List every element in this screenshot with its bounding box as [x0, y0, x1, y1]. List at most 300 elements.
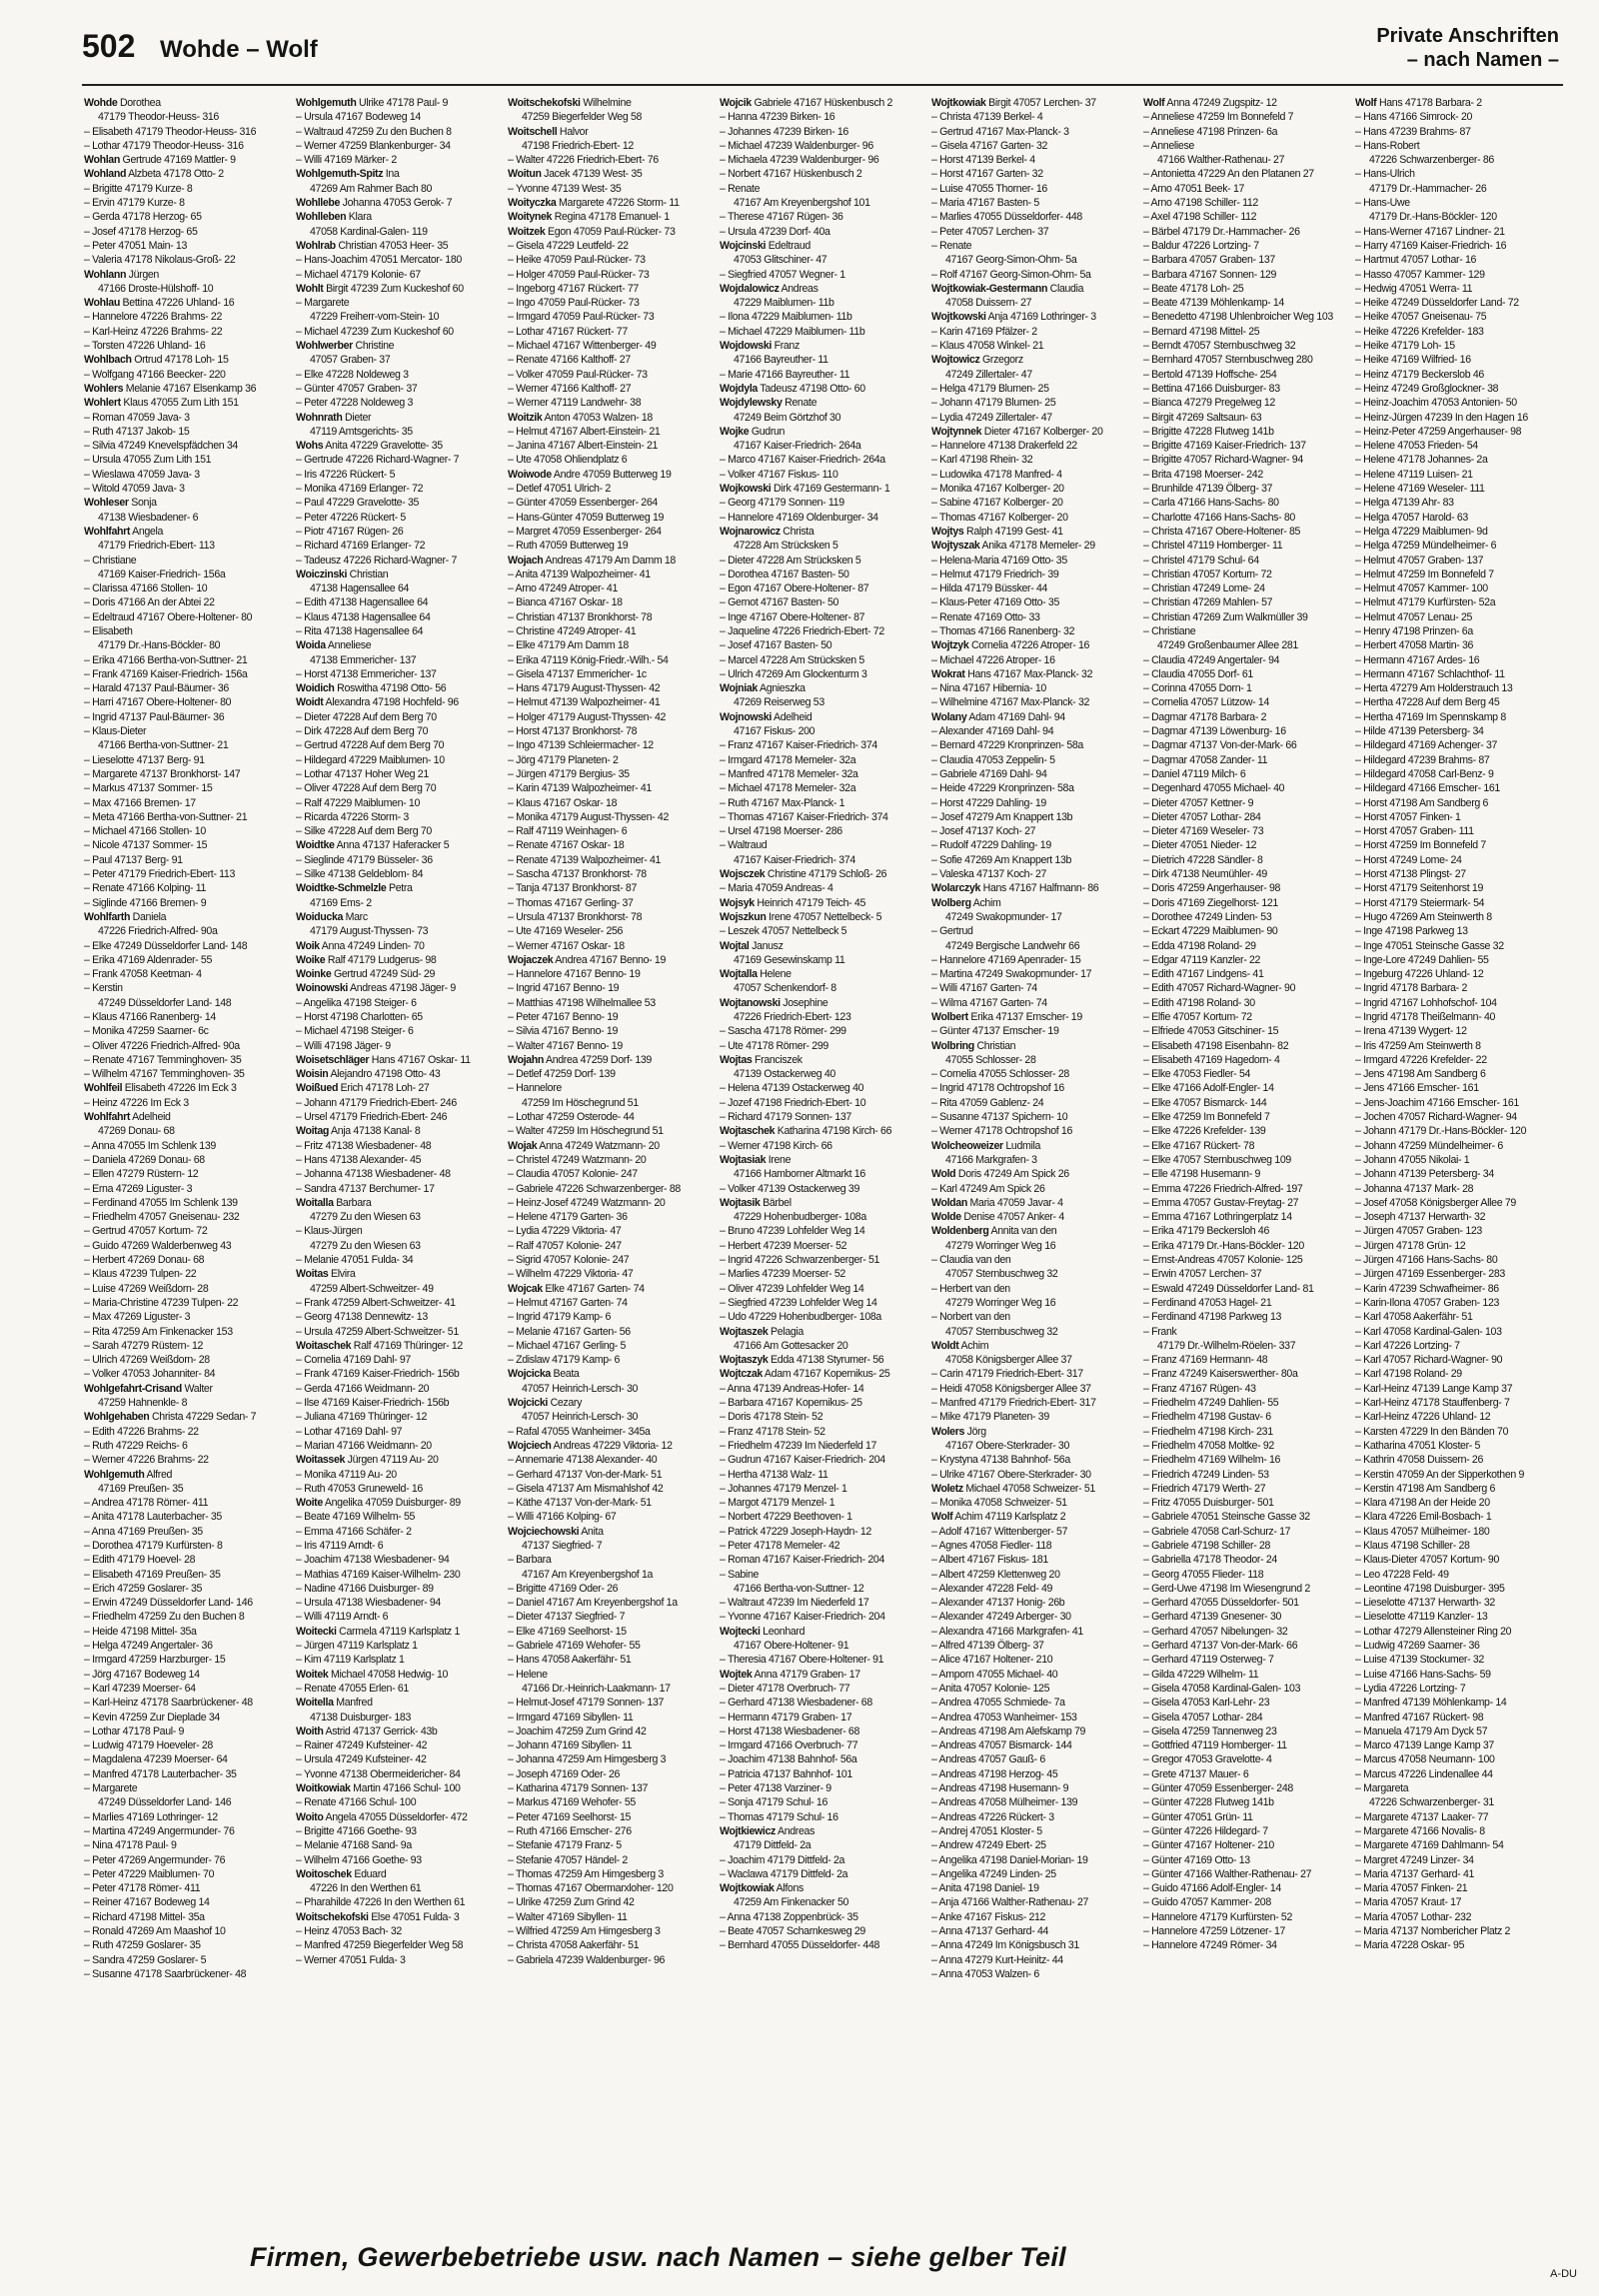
entry-text: – Walter 47259 Im Höschegrund 51: [508, 1125, 664, 1138]
directory-entry: [84, 210, 290, 224]
directory-entry: [720, 396, 925, 410]
directory-entry: [931, 382, 1137, 396]
entry-text: – Ruth 47259 Goslarer- 35: [84, 1939, 201, 1952]
entry-text: – Heike 47226 Krefelder- 183: [1355, 325, 1484, 338]
entry-text: – Cornelia 47169 Dahl- 97: [296, 1354, 411, 1367]
directory-entry: [84, 738, 290, 752]
surname: Woitassek: [296, 1454, 346, 1467]
directory-entry: [508, 1910, 714, 1924]
directory-entry: [931, 638, 1137, 652]
directory-entry: [1143, 1724, 1349, 1738]
entry-text: – Hannelore 47138 Drakerfeld 22: [931, 440, 1077, 453]
directory-entry: [720, 1425, 925, 1439]
directory-entry: [931, 1895, 1137, 1909]
directory-entry: [1355, 1267, 1561, 1281]
entry-text: – Magdalena 47239 Moerser- 64: [84, 1753, 228, 1766]
directory-entry: [1143, 1425, 1349, 1439]
directory-entry: [1355, 967, 1561, 981]
surname: Woitschell: [508, 125, 558, 138]
surname: Wojtynnek: [931, 425, 982, 438]
entry-text: – Manfred 47167 Rückert- 98: [1355, 1711, 1484, 1723]
entry-text: – Werner 47226 Brahms- 22: [84, 1454, 209, 1467]
directory-entry: [931, 525, 1137, 539]
entry-text: – Helmut 47167 Garten- 74: [508, 1296, 628, 1309]
directory-entry: [508, 796, 714, 810]
directory-entry: [296, 1339, 502, 1353]
entry-text: – Alfred 47139 Ölberg- 37: [931, 1640, 1044, 1653]
entry-text: – Heinz-Peter 47259 Angerhauser- 98: [1355, 425, 1522, 438]
entry-text: – Elke 47167 Rückert- 78: [1143, 1139, 1255, 1152]
entry-text: Elisabeth 47226 Im Eck 3: [122, 1082, 237, 1095]
directory-entry: [1143, 1153, 1349, 1167]
directory-entry: [1143, 396, 1349, 410]
directory-entry: [720, 1468, 925, 1482]
directory-entry: [931, 1553, 1137, 1567]
entry-text: Andreas 47198 Jäger- 9: [347, 982, 456, 995]
entry-text: – Werner 47178 Ochtropshof 16: [931, 1125, 1073, 1138]
entry-text: Christian: [347, 568, 389, 580]
entry-text: – Frank 47169 Kaiser-Friedrich- 156a: [84, 667, 248, 680]
entry-text: – Adolf 47167 Wittenberger- 57: [931, 1525, 1068, 1538]
entry-text: 47058 Duissern- 27: [945, 297, 1032, 310]
entry-text: – Heike 47179 Loh- 15: [1355, 340, 1455, 353]
entry-text: – Gisela 47058 Kardinal-Galen- 103: [1143, 1682, 1301, 1695]
directory-entry: [84, 1696, 290, 1710]
directory-entry: [1143, 953, 1349, 967]
entry-text: 47167 Fiskus- 200: [734, 725, 815, 738]
directory-entry: [720, 1353, 925, 1367]
directory-entry: [931, 1682, 1137, 1696]
directory-entry: [84, 1325, 290, 1339]
entry-text: – Monika 47169 Erlanger- 72: [296, 483, 424, 496]
directory-entry: [84, 1895, 290, 1909]
directory-entry: [84, 1353, 290, 1367]
entry-text: 47166 Bayreuther- 11: [734, 354, 828, 367]
directory-entry: [84, 1582, 290, 1596]
directory-entry: [296, 153, 502, 167]
entry-text: – Christa 47058 Aakerfähr- 51: [508, 1939, 640, 1952]
directory-entry: [1143, 239, 1349, 253]
directory-entry: [296, 1325, 502, 1339]
entry-text: Christa: [780, 525, 814, 538]
directory-entry: [296, 824, 502, 838]
entry-text: – Barbara: [508, 1554, 552, 1567]
entry-text: 47166 Markgrafen- 3: [945, 1153, 1037, 1166]
directory-entry: [720, 1895, 925, 1909]
entry-text: – Daniel 47167 Am Kreyenbergshof 1a: [508, 1597, 678, 1610]
directory-entry: [296, 1053, 502, 1067]
entry-text: – Karin 47169 Pfälzer- 2: [931, 325, 1037, 338]
entry-text: 47179 Dr.-Wilhelm-Röelen- 337: [1157, 1339, 1296, 1352]
directory-entry: [296, 554, 502, 568]
directory-entry: [931, 1224, 1137, 1238]
directory-entry: [84, 1453, 290, 1467]
entry-text: – Lothar 47169 Dahl- 97: [296, 1425, 403, 1438]
entry-text: – Heike 47059 Paul-Rücker- 73: [508, 254, 646, 267]
directory-entry: [508, 1668, 714, 1682]
entry-text: – Friedhelm 47058 Moltke- 92: [1143, 1439, 1274, 1452]
entry-text: – Christa 47139 Berkel- 4: [931, 111, 1043, 124]
directory-entry: [931, 453, 1137, 467]
directory-entry: [1143, 268, 1349, 282]
entry-text: Andrea 47259 Dorf- 139: [543, 1053, 652, 1066]
entry-text: – Maria 47057 Kraut- 17: [1355, 1896, 1462, 1909]
entry-text: 47167 Obere-Holtener- 91: [734, 1640, 849, 1653]
entry-text: – Ursula 47138 Wiesbadener- 94: [296, 1597, 441, 1610]
directory-entry: [1355, 738, 1561, 752]
directory-entry: [508, 1639, 714, 1653]
entry-text: Denise 47057 Anker- 4: [960, 1211, 1064, 1224]
directory-entry: [508, 1139, 714, 1153]
surname: Wojtowicz: [931, 354, 980, 367]
entry-text: – Ingrid 47178 Barbara- 2: [1355, 982, 1467, 995]
surname: Woito: [296, 1810, 324, 1823]
directory-entry: [84, 425, 290, 439]
entry-text: – Renate 47169 Otto- 33: [931, 610, 1040, 623]
directory-entry: [508, 368, 714, 382]
directory-entry: [296, 1267, 502, 1281]
directory-entry: [931, 110, 1137, 124]
directory-entry: [84, 1153, 290, 1167]
entry-text: – Andreas 47057 Bismarck- 144: [931, 1739, 1072, 1752]
entry-text: – Lydia 47249 Zillertaler- 47: [931, 411, 1052, 424]
directory-entry: [508, 1339, 714, 1353]
directory-entry: [1143, 1853, 1349, 1867]
entry-text: – Heinz 47179 Beckerslob 46: [1355, 368, 1484, 381]
entry-text: – Sofie 47269 Am Knappert 13b: [931, 853, 1072, 866]
directory-entry: [1355, 667, 1561, 681]
directory-entry: [84, 1182, 290, 1196]
entry-text: – Karin 47139 Walpozheimer- 41: [508, 782, 652, 795]
entry-text: – Anna 47169 Preußen- 35: [84, 1525, 203, 1538]
entry-text: – Lothar 47179 Theodor-Heuss- 316: [84, 139, 244, 152]
entry-text: – Gernot 47167 Basten- 50: [720, 596, 839, 609]
directory-entry: [296, 282, 502, 296]
entry-text: – Hannelore 47259 Lötzener- 17: [1143, 1925, 1286, 1937]
directory-entry: [720, 1781, 925, 1795]
entry-text: – Johann 47259 Mündelheimer- 6: [1355, 1139, 1503, 1152]
directory-entry: [720, 1139, 925, 1153]
entry-text: – Wilma 47167 Garten- 74: [931, 996, 1047, 1009]
entry-text: – Gerhard 47137 Von-der-Mark- 51: [508, 1468, 663, 1481]
directory-entry: [508, 167, 714, 181]
directory-entry: [720, 1795, 925, 1809]
entry-text: Ulrike 47178 Paul- 9: [356, 97, 449, 109]
directory-entry: [720, 796, 925, 810]
entry-text: – Klaus 47057 Mülheimer- 180: [1355, 1525, 1490, 1538]
directory-entry: [1355, 1353, 1561, 1367]
surname: Woldenberg: [931, 1225, 989, 1238]
directory-entry: [720, 996, 925, 1010]
entry-text: 47166 Bertha-von-Suttner- 21: [98, 739, 229, 752]
directory-entry: [508, 1253, 714, 1267]
directory-entry: [508, 539, 714, 553]
entry-text: – Grete 47137 Mauer- 6: [1143, 1767, 1249, 1780]
directory-entry: [931, 253, 1137, 267]
directory-entry: [720, 1367, 925, 1381]
entry-text: – Silke 47138 Geldeblom- 84: [296, 868, 424, 881]
entry-text: – Friedhelm 47249 Dahlien- 55: [1143, 1397, 1279, 1410]
entry-text: – Franz 47167 Rügen- 43: [1143, 1382, 1256, 1395]
directory-entry: [508, 1924, 714, 1938]
entry-text: – Bruno 47239 Lohfelder Weg 14: [720, 1225, 865, 1238]
directory-entry: [1143, 539, 1349, 553]
directory-entry: [508, 1881, 714, 1895]
directory-entry: [508, 1853, 714, 1867]
directory-entry: [508, 210, 714, 224]
directory-entry: [1143, 167, 1349, 181]
directory-entry: [931, 1482, 1137, 1496]
directory-entry: [84, 1439, 290, 1453]
directory-entry: [508, 1510, 714, 1524]
directory-entry: [931, 482, 1137, 496]
surname: Wojsczek: [720, 868, 766, 881]
entry-text: – Irmgard 47169 Sibyllen- 11: [508, 1711, 634, 1723]
directory-entry: [508, 1210, 714, 1224]
directory-entry: [1355, 581, 1561, 595]
directory-entry: [296, 139, 502, 153]
directory-entry: [84, 325, 290, 339]
entry-text: – Günter 47051 Grün- 11: [1143, 1810, 1253, 1823]
directory-entry: [1143, 1795, 1349, 1809]
directory-entry: [84, 1724, 290, 1738]
entry-text: – Angelika 47198 Steiger- 6: [296, 996, 417, 1009]
entry-text: – Angelika 47249 Linden- 25: [931, 1867, 1056, 1880]
entry-text: – Erwin 47057 Lerchen- 37: [1143, 1268, 1262, 1281]
directory-entry: [296, 1439, 502, 1453]
directory-entry: [296, 1867, 502, 1881]
surname: Wojtalla: [720, 968, 758, 981]
entry-text: – Johann 47179 Dr.-Hans-Böckler- 120: [1355, 1125, 1527, 1138]
directory-entry: [720, 554, 925, 568]
directory-entry: [720, 1339, 925, 1353]
entry-text: – Iris 47259 Am Steinwerth 8: [1355, 1039, 1481, 1052]
directory-entry: [931, 1767, 1137, 1781]
directory-entry: [931, 724, 1137, 738]
surname: Wolarczyk: [931, 882, 981, 895]
entry-text: – Andreas 47198 Herzog- 45: [931, 1767, 1058, 1780]
entry-text: – Witold 47059 Java- 3: [84, 483, 185, 496]
surname: Wojciech: [508, 1439, 552, 1452]
surname: Woitschekofski: [508, 97, 581, 109]
directory-entry: [508, 1439, 714, 1453]
directory-entry: [1143, 210, 1349, 224]
entry-text: – Ingrid 47178 Theißelmann- 40: [1355, 1011, 1496, 1023]
entry-text: – Karl 47198 Rhein- 32: [931, 454, 1033, 467]
directory-entry: [84, 468, 290, 482]
directory-entry: [296, 425, 502, 439]
entry-text: – Thomas 47179 Schul- 16: [720, 1810, 838, 1823]
directory-entry: [1355, 1510, 1561, 1524]
directory-entry: [508, 1895, 714, 1909]
surname: Wojsyk: [720, 896, 755, 909]
entry-text: – Lothar 47178 Paul- 9: [84, 1724, 185, 1737]
directory-entry: [296, 1653, 502, 1667]
directory-entry: [931, 1738, 1137, 1752]
directory-column: [931, 96, 1143, 2164]
entry-text: – Ute 47169 Weseler- 256: [508, 925, 624, 938]
directory-entry: [720, 1182, 925, 1196]
entry-text: – Kerstin 47198 Am Sandberg 6: [1355, 1482, 1496, 1495]
entry-text: – Werner 47119 Landwehr- 38: [508, 397, 642, 410]
entry-text: – Werner 47167 Oskar- 18: [508, 939, 625, 952]
entry-text: 47279 Zu den Wiesen 63: [310, 1211, 421, 1224]
entry-text: Petra: [386, 882, 413, 895]
entry-text: – Erich 47259 Goslarer- 35: [84, 1582, 203, 1595]
directory-entry: [1355, 1881, 1561, 1895]
entry-text: – Marcus 47058 Neumann- 100: [1355, 1753, 1495, 1766]
directory-entry: [296, 1067, 502, 1081]
entry-text: – Irmgard 47059 Paul-Rücker- 73: [508, 311, 655, 324]
directory-entry: [1355, 1724, 1561, 1738]
directory-entry: [296, 1010, 502, 1024]
entry-text: – Gerhard 47057 Nibelungen- 32: [1143, 1625, 1288, 1638]
directory-entry: [1143, 796, 1349, 810]
entry-text: – Horst 47138 Plingst- 27: [1355, 868, 1466, 881]
surname: Woith: [296, 1724, 324, 1737]
entry-text: – Joseph 47137 Herwarth- 32: [1355, 1211, 1486, 1224]
entry-text: – Horst 47179 Steiermark- 54: [1355, 896, 1485, 909]
directory-entry: [1143, 1568, 1349, 1582]
directory-entry: [84, 896, 290, 910]
directory-entry: [296, 1353, 502, 1367]
directory-entry: [296, 353, 502, 367]
directory-entry: [508, 695, 714, 709]
entry-text: – Anna 47249 Im Königsbusch 31: [931, 1939, 1079, 1952]
entry-text: – Manfred 47179 Friedrich-Ebert- 317: [931, 1397, 1096, 1410]
directory-entry: [1143, 738, 1349, 752]
directory-entry: [1143, 1668, 1349, 1682]
directory-entry: [296, 695, 502, 709]
directory-entry: [84, 225, 290, 239]
directory-entry: [1355, 796, 1561, 810]
entry-text: – Brigitte 47166 Goethe- 93: [296, 1824, 417, 1837]
surname: Woinowski: [296, 982, 348, 995]
directory-entry: [1143, 753, 1349, 767]
entry-text: – Willi 47167 Garten- 74: [931, 982, 1037, 995]
entry-text: – Gottfried 47119 Homberger- 11: [1143, 1739, 1287, 1752]
surname: Wolf: [1355, 97, 1377, 109]
entry-text: – Iris 47119 Arndt- 6: [296, 1539, 384, 1552]
directory-entry: [84, 125, 290, 139]
directory-entry: [296, 867, 502, 881]
directory-entry: [720, 1239, 925, 1253]
directory-entry: [296, 1953, 502, 1967]
entry-text: 47179 Dr.-Hans-Böckler- 120: [1369, 211, 1497, 224]
surname: Woitecki: [296, 1625, 337, 1638]
entry-text: – Gerhard 47119 Osterweg- 7: [1143, 1654, 1274, 1667]
entry-text: – Johann 47179 Friedrich-Ebert- 246: [296, 1096, 457, 1109]
entry-text: Alejandro 47198 Otto- 43: [328, 1068, 441, 1081]
directory-entry: [84, 253, 290, 267]
surname: Wohlan: [84, 154, 120, 167]
surname: Wojtecki: [720, 1625, 761, 1638]
entry-text: – Jörg 47167 Bodeweg 14: [84, 1668, 200, 1681]
entry-text: – Walter 47167 Benno- 19: [508, 1039, 623, 1052]
directory-entry: [84, 139, 290, 153]
entry-text: Daniela: [130, 910, 167, 923]
directory-entry: [931, 182, 1137, 196]
directory-entry: [931, 710, 1137, 724]
entry-text: – Herbert van den: [931, 1282, 1010, 1295]
entry-text: – Benedetto 47198 Uhlenbroicher Weg 103: [1143, 311, 1333, 324]
entry-text: – Luise 47166 Hans-Sachs- 59: [1355, 1668, 1491, 1681]
surname: Woida: [296, 639, 326, 652]
directory-entry: [720, 1110, 925, 1124]
footer-note: Firmen, Gewerbebetriebe usw. nach Namen – siehe gelber Teil: [250, 2242, 1066, 2272]
directory-entry: [1355, 353, 1561, 367]
directory-entry: [1355, 1895, 1561, 1909]
entry-text: – Helmut-Josef 47179 Sonnen- 137: [508, 1697, 665, 1710]
entry-text: – Oliver 47239 Lohfelder Weg 14: [720, 1282, 864, 1295]
entry-text: – Bärbel 47179 Dr.-Hammacher- 26: [1143, 225, 1300, 238]
entry-text: Andreas: [776, 1824, 815, 1837]
entry-text: Elvira: [328, 1268, 356, 1281]
entry-text: – Herbert 47269 Donau- 68: [84, 1254, 205, 1267]
entry-text: 47259 Albert-Schweitzer- 49: [310, 1282, 434, 1295]
entry-text: 47053 Glitschiner- 47: [734, 254, 827, 267]
entry-text: – Ingeburg 47226 Uhland- 12: [1355, 968, 1484, 981]
directory-entry: [296, 396, 502, 410]
entry-text: – Ralf 47119 Weinhagen- 6: [508, 825, 628, 838]
entry-text: – Ingrid 47178 Ochtropshof 16: [931, 1082, 1064, 1095]
directory-entry: [508, 268, 714, 282]
directory-entry: [508, 1496, 714, 1510]
entry-text: – Martina 47249 Angermunder- 76: [84, 1824, 235, 1837]
directory-entry: [84, 1881, 290, 1895]
entry-text: – Inge 47167 Obere-Holtener- 87: [720, 610, 865, 623]
directory-entry: [931, 1139, 1137, 1153]
directory-entry: [720, 411, 925, 425]
directory-entry: [720, 353, 925, 367]
directory-entry: [296, 1224, 502, 1238]
entry-text: Hans 47167 Halfmann- 86: [980, 882, 1099, 895]
entry-text: – Doris 47169 Ziegelhorst- 121: [1143, 896, 1278, 909]
entry-text: – Iris 47226 Rückert- 5: [296, 468, 396, 481]
entry-text: – Elke 47057 Sternbuschweg 109: [1143, 1153, 1291, 1166]
directory-entry: [720, 924, 925, 938]
directory-column: [296, 96, 508, 2164]
entry-text: – Dirk 47138 Neumühler- 49: [1143, 868, 1267, 881]
entry-text: – Rolf 47167 Georg-Simon-Ohm- 5a: [931, 268, 1091, 281]
surname: Wojcik: [720, 97, 752, 109]
entry-text: Ortrud 47178 Loh- 15: [131, 354, 229, 367]
entry-text: – Sandra 47137 Berchumer- 17: [296, 1182, 435, 1195]
entry-text: – Ludwig 47179 Hoeveler- 28: [84, 1739, 213, 1752]
entry-text: – Marlies 47169 Lothringer- 12: [84, 1810, 218, 1823]
directory-entry: [720, 710, 925, 724]
entry-text: – Margareta: [1355, 1782, 1409, 1795]
entry-text: Jacek 47139 West- 35: [541, 168, 643, 181]
directory-entry: [508, 581, 714, 595]
directory-entry: [296, 681, 502, 695]
entry-text: – Peter 47051 Main- 13: [84, 239, 188, 252]
entry-text: – Franz 47178 Stein- 52: [720, 1425, 825, 1438]
directory-entry: [1143, 595, 1349, 609]
directory-entry: [720, 1282, 925, 1296]
directory-entry: [931, 610, 1137, 624]
directory-entry: [508, 981, 714, 995]
entry-text: 47139 Ostackerweg 40: [734, 1068, 835, 1081]
entry-text: – Edith 47226 Brahms- 22: [84, 1425, 199, 1438]
entry-text: – Henry 47198 Prinzen- 6a: [1355, 624, 1473, 637]
surname: Woik: [296, 939, 320, 952]
entry-text: – Eswald 47249 Düsseldorfer Land- 81: [1143, 1282, 1314, 1295]
directory-entry: [1355, 1453, 1561, 1467]
directory-entry: [508, 282, 714, 296]
directory-entry: [1355, 1596, 1561, 1610]
entry-text: – Michael 47198 Steiger- 6: [296, 1025, 414, 1038]
